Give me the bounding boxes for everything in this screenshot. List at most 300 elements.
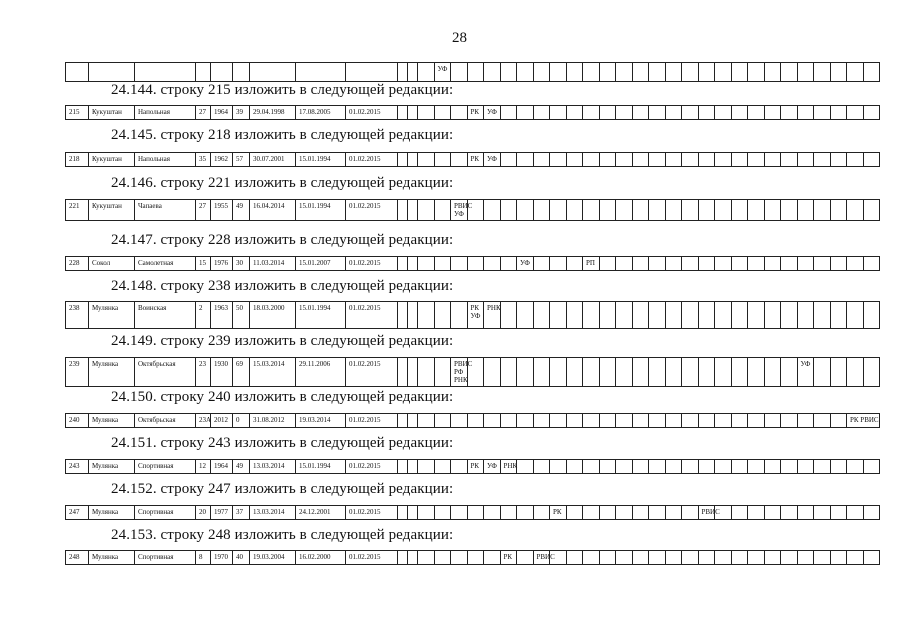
cell-empty bbox=[648, 153, 665, 166]
cell-empty bbox=[397, 460, 407, 473]
cell-code: РК bbox=[500, 551, 517, 564]
cell-street: Самолетная bbox=[134, 257, 195, 270]
cell-empty bbox=[846, 302, 863, 328]
cell-empty bbox=[780, 551, 797, 564]
cell-empty bbox=[648, 358, 665, 386]
cell-empty bbox=[764, 106, 781, 119]
cell-empty bbox=[747, 358, 764, 386]
cell-empty bbox=[407, 506, 417, 519]
cell-city: Мулянка bbox=[88, 460, 134, 473]
cell-empty bbox=[764, 257, 781, 270]
cell-empty bbox=[665, 106, 682, 119]
cell-empty bbox=[599, 358, 616, 386]
table-row bbox=[65, 505, 880, 520]
cell-empty bbox=[467, 551, 484, 564]
cell-empty bbox=[731, 153, 748, 166]
cell-empty bbox=[714, 460, 731, 473]
cell-empty bbox=[500, 106, 517, 119]
cell-empty bbox=[714, 414, 731, 427]
cell-empty bbox=[516, 200, 533, 220]
cell-empty bbox=[434, 506, 451, 519]
cell-empty bbox=[665, 358, 682, 386]
cell-date1: 15.03.2014 bbox=[249, 358, 295, 386]
cell-empty bbox=[632, 551, 649, 564]
cell-empty bbox=[434, 302, 451, 328]
table-row bbox=[65, 301, 880, 329]
cell-house: 20 bbox=[195, 506, 210, 519]
cell-empty bbox=[731, 506, 748, 519]
cell-code: УФ bbox=[483, 153, 500, 166]
cell-empty bbox=[407, 257, 417, 270]
cell-code: РП bbox=[582, 257, 599, 270]
cell-house: 23 bbox=[195, 358, 210, 386]
cell-date3: 01.02.2015 bbox=[345, 551, 397, 564]
cell-pct: 49 bbox=[232, 200, 249, 220]
cell-empty bbox=[599, 414, 616, 427]
cell-empty bbox=[632, 506, 649, 519]
cell-empty bbox=[500, 506, 517, 519]
cell-empty bbox=[648, 506, 665, 519]
cell-empty bbox=[407, 414, 417, 427]
cell-empty bbox=[731, 551, 748, 564]
section-heading: 24.147. строку 228 изложить в следующей редакции: bbox=[111, 232, 454, 248]
cell-empty bbox=[747, 506, 764, 519]
cell-empty bbox=[599, 106, 616, 119]
cell-empty bbox=[731, 302, 748, 328]
cell-empty bbox=[434, 106, 451, 119]
cell-empty bbox=[797, 551, 814, 564]
cell-code: УФ bbox=[516, 257, 533, 270]
page-number: 28 bbox=[452, 30, 467, 46]
cell-pct: 30 bbox=[232, 257, 249, 270]
cell-empty bbox=[764, 414, 781, 427]
cell-date3: 01.02.2015 bbox=[345, 414, 397, 427]
cell-empty bbox=[846, 200, 863, 220]
cell-empty bbox=[582, 414, 599, 427]
cell-street: Напольная bbox=[134, 106, 195, 119]
cell-empty bbox=[863, 551, 880, 564]
cell-empty bbox=[698, 414, 715, 427]
section-heading: 24.152. строку 247 изложить в следующей редакции: bbox=[111, 481, 454, 497]
cell-empty bbox=[813, 460, 830, 473]
cell-empty bbox=[467, 414, 484, 427]
cell-pct: 37 bbox=[232, 506, 249, 519]
section-heading: 24.149. строку 239 изложить в следующей редакции: bbox=[111, 333, 454, 349]
cell-empty bbox=[450, 302, 467, 328]
cell-empty bbox=[681, 153, 698, 166]
cell-empty bbox=[549, 460, 566, 473]
cell-empty bbox=[397, 200, 407, 220]
section-heading: 24.144. строку 215 изложить в следующей редакции: bbox=[111, 82, 454, 98]
cell-empty bbox=[665, 551, 682, 564]
cell-empty bbox=[516, 358, 533, 386]
cell-street: Спортивная bbox=[134, 506, 195, 519]
cell-empty bbox=[566, 506, 583, 519]
cell-empty bbox=[417, 460, 434, 473]
cell-empty bbox=[846, 257, 863, 270]
cell-empty bbox=[500, 414, 517, 427]
cell-empty bbox=[549, 358, 566, 386]
cell-empty bbox=[483, 200, 500, 220]
cell-empty bbox=[582, 200, 599, 220]
cell-empty bbox=[500, 358, 517, 386]
cell-date2: 24.12.2001 bbox=[295, 506, 345, 519]
cell-empty bbox=[632, 200, 649, 220]
cell-date2: 29.11.2006 bbox=[295, 358, 345, 386]
cell-code: РВИС УФ bbox=[450, 200, 467, 220]
cell-empty bbox=[407, 200, 417, 220]
cell-empty bbox=[731, 358, 748, 386]
cell-empty bbox=[599, 460, 616, 473]
cell-empty bbox=[516, 551, 533, 564]
cell-city: Мулянка bbox=[88, 506, 134, 519]
cell-street: Чапаева bbox=[134, 200, 195, 220]
cell-empty bbox=[764, 358, 781, 386]
cell-empty bbox=[599, 506, 616, 519]
cell-empty bbox=[797, 106, 814, 119]
cell-empty bbox=[483, 414, 500, 427]
cell-city: Кукуштан bbox=[88, 200, 134, 220]
cell-empty bbox=[813, 358, 830, 386]
cell-empty bbox=[665, 257, 682, 270]
cell-num: 215 bbox=[69, 108, 80, 116]
cell-num: 238 bbox=[69, 304, 80, 312]
cell-empty bbox=[681, 200, 698, 220]
cell-empty bbox=[863, 460, 880, 473]
cell-empty bbox=[549, 551, 566, 564]
cell-empty bbox=[566, 153, 583, 166]
cell-empty bbox=[549, 414, 566, 427]
cell-street: Спортивная bbox=[134, 551, 195, 564]
cell-empty bbox=[681, 358, 698, 386]
cell-empty bbox=[681, 551, 698, 564]
cell-empty bbox=[714, 257, 731, 270]
cell-empty bbox=[417, 551, 434, 564]
cell-empty bbox=[417, 414, 434, 427]
cell-empty bbox=[846, 153, 863, 166]
cell-empty bbox=[615, 302, 632, 328]
cell-year: 1970 bbox=[210, 551, 232, 564]
cell-empty bbox=[483, 506, 500, 519]
cell-date1: 13.03.2014 bbox=[249, 460, 295, 473]
cell-empty bbox=[830, 257, 847, 270]
cell-empty bbox=[648, 460, 665, 473]
cell-empty bbox=[698, 302, 715, 328]
cell-empty bbox=[397, 106, 407, 119]
cell-num: 239 bbox=[69, 360, 80, 368]
cell-empty bbox=[417, 200, 434, 220]
cell-empty bbox=[450, 506, 467, 519]
cell-empty bbox=[599, 153, 616, 166]
cell-empty bbox=[797, 460, 814, 473]
cell-empty bbox=[780, 200, 797, 220]
cell-empty bbox=[632, 302, 649, 328]
cell-empty bbox=[764, 302, 781, 328]
cell-date2: 15.01.2007 bbox=[295, 257, 345, 270]
cell-empty bbox=[632, 106, 649, 119]
cell-empty bbox=[516, 460, 533, 473]
cell-empty bbox=[615, 358, 632, 386]
cell-empty bbox=[549, 257, 566, 270]
cell-date3: 01.02.2015 bbox=[345, 506, 397, 519]
cell-empty bbox=[450, 460, 467, 473]
cell-empty bbox=[450, 106, 467, 119]
cell-empty bbox=[434, 257, 451, 270]
cell-date1: 30.07.2001 bbox=[249, 153, 295, 166]
cell-code: УФ bbox=[483, 460, 500, 473]
cell-empty bbox=[681, 460, 698, 473]
cell-empty bbox=[731, 460, 748, 473]
cell-empty bbox=[566, 106, 583, 119]
cell-street: Воинская bbox=[134, 302, 195, 328]
cell-empty bbox=[714, 153, 731, 166]
cell-empty bbox=[632, 414, 649, 427]
cell-empty bbox=[780, 358, 797, 386]
cell-empty bbox=[830, 506, 847, 519]
cell-city: Кукуштан bbox=[88, 106, 134, 119]
cell-pct: 40 bbox=[232, 551, 249, 564]
cell-pct: 39 bbox=[232, 106, 249, 119]
cell-date1: 19.03.2004 bbox=[249, 551, 295, 564]
cell-empty bbox=[407, 460, 417, 473]
cell-empty bbox=[516, 506, 533, 519]
cell-empty bbox=[397, 153, 407, 166]
cell-empty bbox=[434, 358, 451, 386]
cell-empty bbox=[566, 551, 583, 564]
cell-empty bbox=[747, 460, 764, 473]
cell-city: Мулянка bbox=[88, 358, 134, 386]
cell-empty bbox=[407, 153, 417, 166]
cell-code: УФ bbox=[797, 358, 814, 386]
cell-empty bbox=[500, 153, 517, 166]
cell-empty bbox=[731, 106, 748, 119]
cell-empty bbox=[467, 200, 484, 220]
cell-empty bbox=[648, 257, 665, 270]
cell-year: 1976 bbox=[210, 257, 232, 270]
cell-empty bbox=[450, 414, 467, 427]
cell-code: РВИС bbox=[698, 506, 715, 519]
cell-empty bbox=[516, 414, 533, 427]
cell-date3: 01.02.2015 bbox=[345, 358, 397, 386]
cell-empty bbox=[780, 106, 797, 119]
cell-empty bbox=[714, 200, 731, 220]
cell-empty bbox=[698, 106, 715, 119]
cell-empty bbox=[830, 200, 847, 220]
cell-empty bbox=[500, 302, 517, 328]
cell-date3: 01.02.2015 bbox=[345, 460, 397, 473]
cell-empty bbox=[681, 257, 698, 270]
cell-empty bbox=[648, 551, 665, 564]
cell-empty bbox=[533, 460, 550, 473]
cell-empty bbox=[813, 302, 830, 328]
cell-date2: 15.01.1994 bbox=[295, 460, 345, 473]
cell-empty bbox=[615, 460, 632, 473]
cell-empty bbox=[533, 302, 550, 328]
cell-empty bbox=[533, 506, 550, 519]
cell-empty bbox=[533, 200, 550, 220]
cell-empty bbox=[582, 302, 599, 328]
cell-empty bbox=[397, 551, 407, 564]
cell-empty bbox=[417, 257, 434, 270]
cell-empty bbox=[566, 302, 583, 328]
cell-num: 218 bbox=[69, 155, 80, 163]
cell-empty bbox=[615, 106, 632, 119]
cell-code: УФ bbox=[434, 63, 451, 81]
cell-city: Сокол bbox=[88, 257, 134, 270]
cell-empty bbox=[533, 257, 550, 270]
cell-empty bbox=[566, 460, 583, 473]
cell-empty bbox=[648, 414, 665, 427]
cell-empty bbox=[764, 551, 781, 564]
cell-pct: 69 bbox=[232, 358, 249, 386]
table-row bbox=[65, 357, 880, 387]
cell-empty bbox=[665, 460, 682, 473]
cell-pct: 50 bbox=[232, 302, 249, 328]
cell-city: Мулянка bbox=[88, 551, 134, 564]
cell-code: РВИС РФ РНК bbox=[450, 358, 467, 386]
cell-empty bbox=[797, 414, 814, 427]
cell-empty bbox=[764, 200, 781, 220]
cell-empty bbox=[830, 106, 847, 119]
cell-date2: 15.01.1994 bbox=[295, 153, 345, 166]
cell-empty bbox=[533, 106, 550, 119]
cell-empty bbox=[863, 106, 880, 119]
cell-empty bbox=[582, 506, 599, 519]
cell-date2: 15.01.1994 bbox=[295, 302, 345, 328]
table-row bbox=[65, 105, 880, 120]
cell-empty bbox=[450, 153, 467, 166]
cell-year: 1955 bbox=[210, 200, 232, 220]
cell-empty bbox=[533, 358, 550, 386]
cell-empty bbox=[797, 302, 814, 328]
cell-date1: 16.04.2014 bbox=[249, 200, 295, 220]
cell-empty bbox=[681, 106, 698, 119]
cell-empty bbox=[549, 153, 566, 166]
cell-empty bbox=[599, 302, 616, 328]
cell-city: Мулянка bbox=[88, 414, 134, 427]
cell-empty bbox=[533, 414, 550, 427]
cell-empty bbox=[648, 200, 665, 220]
cell-house: 23А bbox=[195, 414, 210, 427]
cell-empty bbox=[566, 358, 583, 386]
section-heading: 24.150. строку 240 изложить в следующей редакции: bbox=[111, 389, 454, 405]
cell-empty bbox=[813, 200, 830, 220]
cell-empty bbox=[549, 106, 566, 119]
cell-code: РК bbox=[549, 506, 566, 519]
cell-code: РНК bbox=[500, 460, 517, 473]
cell-empty bbox=[615, 551, 632, 564]
cell-street: Октябрьская bbox=[134, 414, 195, 427]
cell-empty bbox=[780, 302, 797, 328]
cell-empty bbox=[813, 414, 830, 427]
section-heading: 24.146. строку 221 изложить в следующей редакции: bbox=[111, 175, 454, 191]
cell-empty bbox=[813, 153, 830, 166]
cell-empty bbox=[665, 302, 682, 328]
cell-empty bbox=[434, 414, 451, 427]
cell-empty bbox=[407, 551, 417, 564]
cell-empty bbox=[714, 358, 731, 386]
cell-code: РК РВИС bbox=[846, 414, 879, 427]
cell-empty bbox=[615, 200, 632, 220]
cell-empty bbox=[397, 257, 407, 270]
cell-empty bbox=[434, 200, 451, 220]
cell-empty bbox=[698, 358, 715, 386]
cell-empty bbox=[434, 153, 451, 166]
cell-empty bbox=[500, 257, 517, 270]
cell-house: 12 bbox=[195, 460, 210, 473]
cell-empty bbox=[665, 506, 682, 519]
cell-empty bbox=[632, 153, 649, 166]
cell-empty bbox=[863, 257, 880, 270]
cell-year: 1964 bbox=[210, 460, 232, 473]
cell-empty bbox=[731, 200, 748, 220]
cell-empty bbox=[698, 551, 715, 564]
table-row bbox=[65, 152, 880, 167]
cell-street: Спортивная bbox=[134, 460, 195, 473]
cell-code: УФ bbox=[483, 106, 500, 119]
cell-num: 247 bbox=[69, 508, 80, 516]
cell-house: 27 bbox=[195, 106, 210, 119]
cell-house: 27 bbox=[195, 200, 210, 220]
cell-empty bbox=[632, 460, 649, 473]
cell-empty bbox=[846, 551, 863, 564]
cell-date2: 19.03.2014 bbox=[295, 414, 345, 427]
table-row bbox=[65, 413, 880, 428]
cell-empty bbox=[648, 106, 665, 119]
cell-empty bbox=[549, 200, 566, 220]
cell-empty bbox=[764, 153, 781, 166]
cell-empty bbox=[747, 106, 764, 119]
cell-empty bbox=[747, 153, 764, 166]
cell-empty bbox=[698, 460, 715, 473]
cell-empty bbox=[434, 551, 451, 564]
cell-empty bbox=[450, 551, 467, 564]
cell-year: 2012 bbox=[210, 414, 232, 427]
cell-empty bbox=[797, 257, 814, 270]
cell-empty bbox=[780, 506, 797, 519]
cell-date3: 01.02.2015 bbox=[345, 153, 397, 166]
cell-empty bbox=[830, 460, 847, 473]
cell-street: Напольная bbox=[134, 153, 195, 166]
cell-num: 243 bbox=[69, 462, 80, 470]
cell-empty bbox=[407, 106, 417, 119]
cell-empty bbox=[582, 460, 599, 473]
cell-code: РК bbox=[467, 153, 484, 166]
cell-empty bbox=[747, 302, 764, 328]
cell-empty bbox=[516, 106, 533, 119]
cell-date3: 01.02.2015 bbox=[345, 106, 397, 119]
cell-year: 1964 bbox=[210, 106, 232, 119]
cell-empty bbox=[797, 153, 814, 166]
cell-empty bbox=[450, 257, 467, 270]
cell-empty bbox=[698, 153, 715, 166]
section-heading: 24.145. строку 218 изложить в следующей редакции: bbox=[111, 127, 454, 143]
cell-empty bbox=[483, 358, 500, 386]
cell-empty bbox=[863, 200, 880, 220]
cell-empty bbox=[830, 551, 847, 564]
cell-empty bbox=[830, 153, 847, 166]
cell-empty bbox=[698, 257, 715, 270]
cell-empty bbox=[747, 200, 764, 220]
table-row bbox=[65, 256, 880, 271]
cell-empty bbox=[714, 106, 731, 119]
cell-num: 221 bbox=[69, 202, 80, 210]
cell-empty bbox=[863, 358, 880, 386]
cell-empty bbox=[467, 358, 484, 386]
cell-empty bbox=[747, 551, 764, 564]
cell-empty bbox=[599, 551, 616, 564]
cell-empty bbox=[407, 302, 417, 328]
